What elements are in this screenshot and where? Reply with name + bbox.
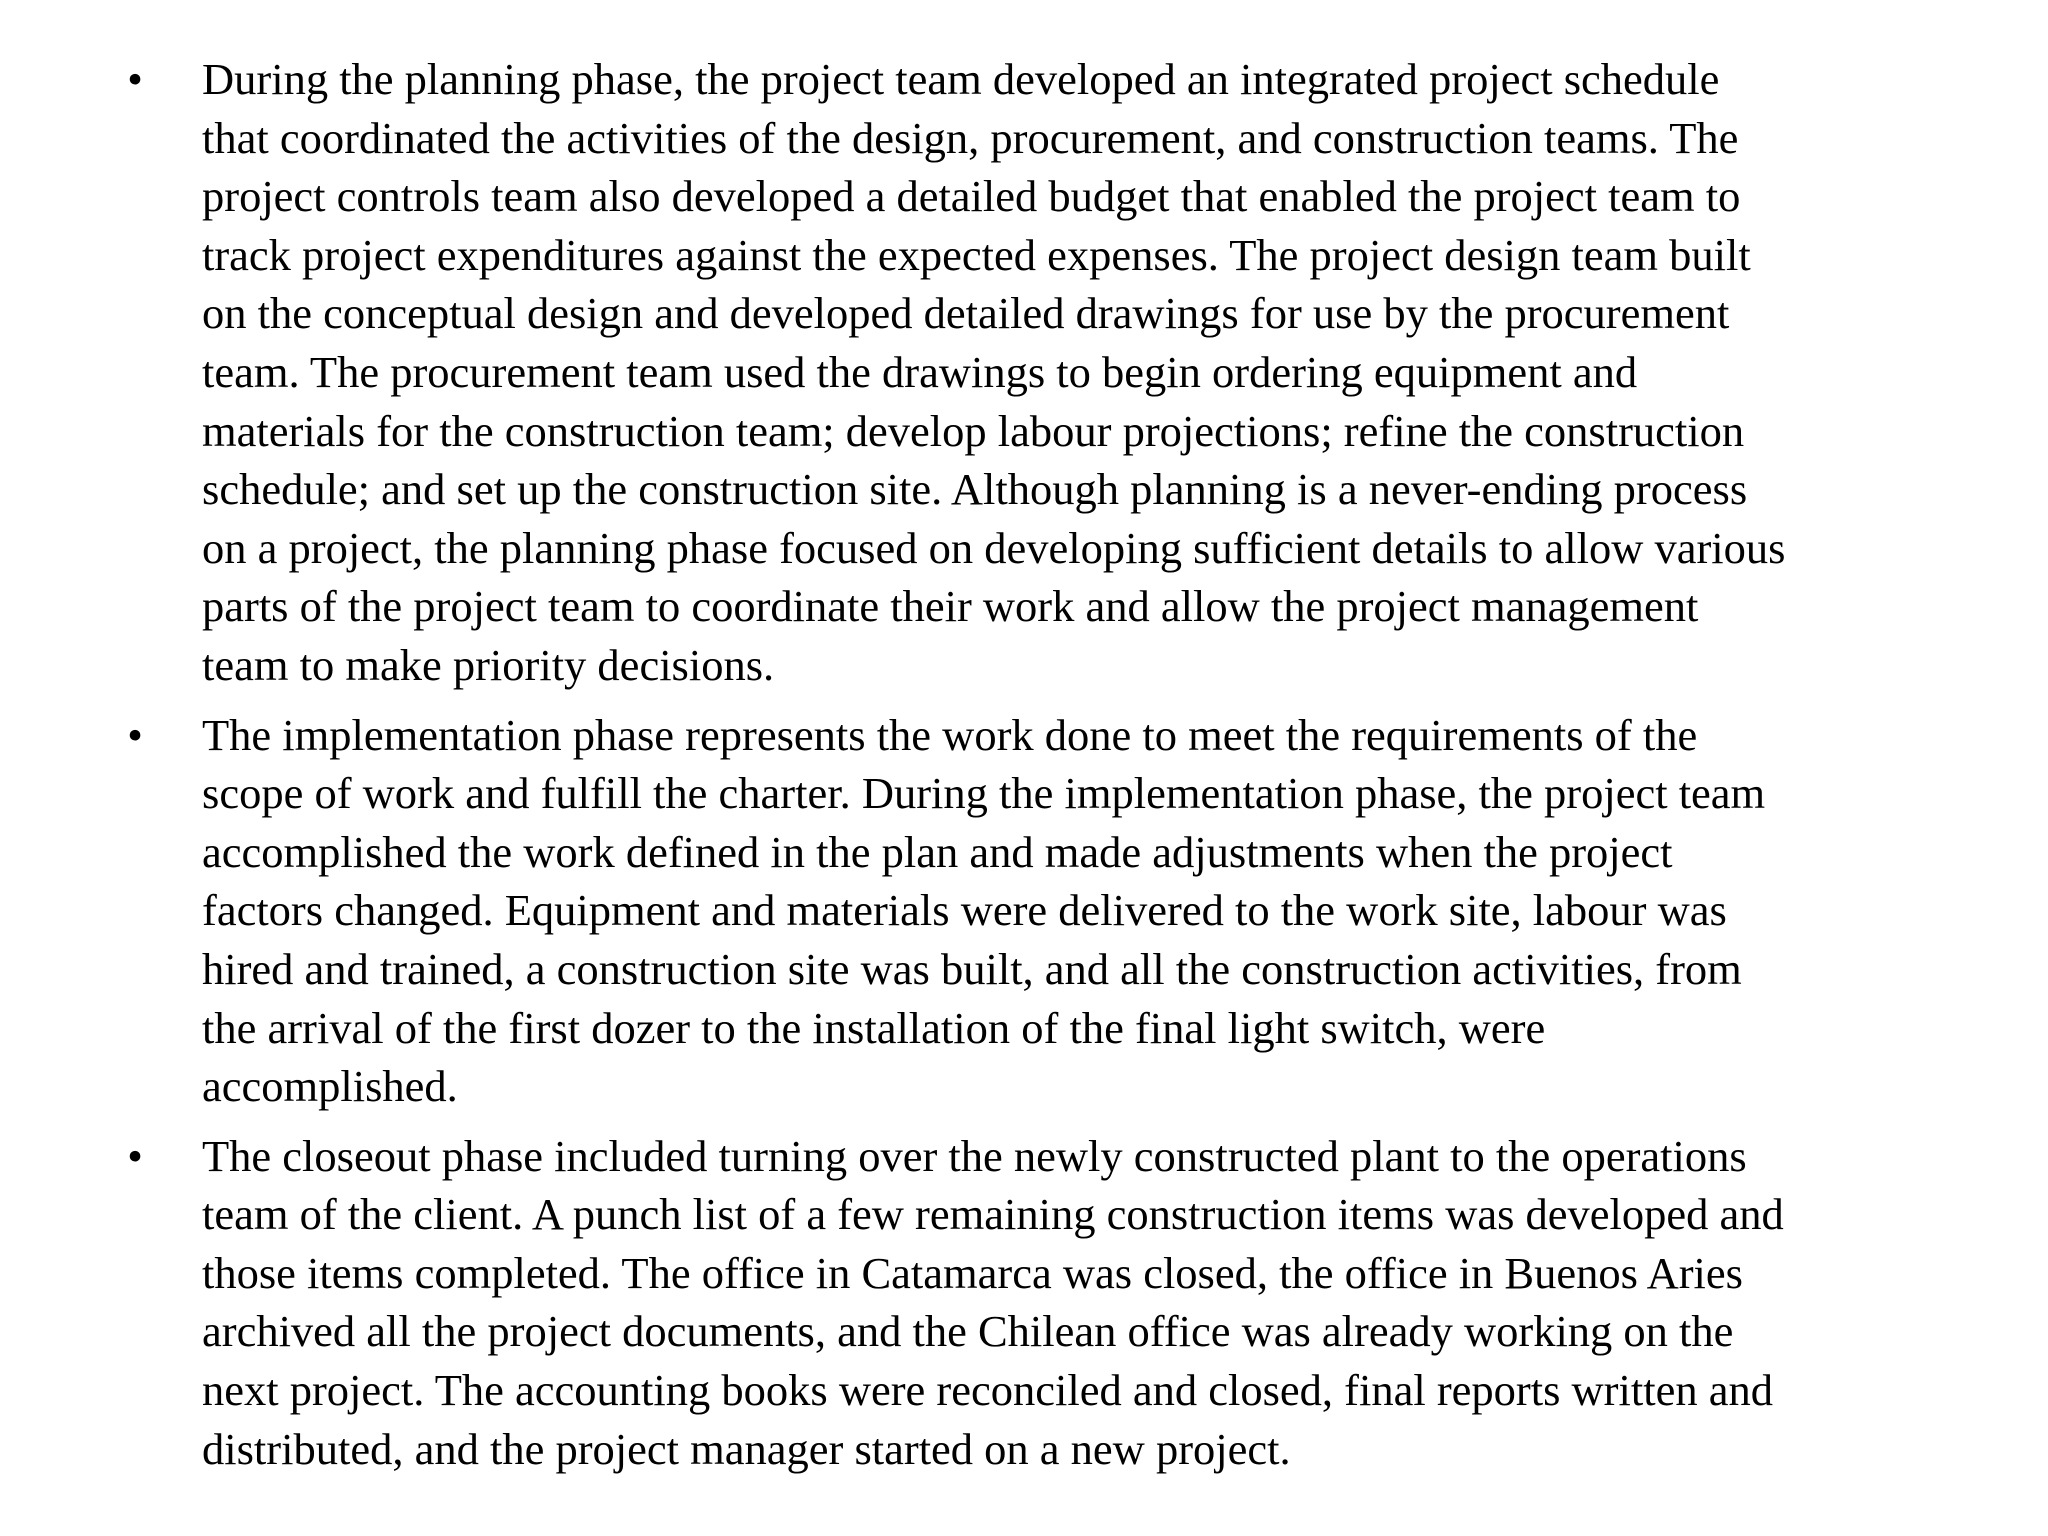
text-line: on the conceptual design and developed detailed drawings for use by the procurement	[202, 288, 1730, 339]
bullet-marker: •	[127, 1130, 143, 1181]
text-line: team of the client. A punch list of a few remaining construction items was developed and	[202, 1189, 1784, 1240]
text-line: next project. The accounting books were reconciled and closed, final reports written and	[202, 1365, 1773, 1416]
bullet-item-closeout	[0, 1127, 2000, 1479]
text-line: accomplished the work defined in the plan and made adjustments when the project	[202, 826, 1673, 877]
bullet-item-implementation	[0, 706, 2000, 1116]
text-line: hired and trained, a construction site was built, and all the construction activities, from	[202, 943, 1742, 994]
text-line: distributed, and the project manager started on a new project.	[202, 1423, 1291, 1474]
text-line: the arrival of the first dozer to the installation of the final light switch, were	[202, 1002, 1546, 1053]
text-line: project controls team also developed a detailed budget that enabled the project team to	[202, 171, 1741, 222]
bullet-list	[0, 50, 2048, 1478]
text-line: accomplished.	[202, 1061, 458, 1112]
text-line: on a project, the planning phase focused on developing sufficient details to allow various	[202, 522, 1786, 573]
text-line: those items completed. The office in Catamarca was closed, the office in Buenos Aries	[202, 1247, 1743, 1298]
text-line: During the planning phase, the project team developed an integrated project schedule	[202, 54, 1720, 104]
text-line: The closeout phase included turning over the newly constructed plant to the operations	[202, 1130, 1747, 1181]
text-line: team. The procurement team used the drawings to begin ordering equipment and	[202, 346, 1638, 397]
text-line: track project expenditures against the expected expenses. The project design team built	[202, 229, 1751, 280]
text-line: The implementation phase represents the work done to meet the requirements of the	[202, 709, 1698, 760]
text-line: materials for the construction team; develop labour projections; refine the construction	[202, 405, 1745, 456]
text-line: factors changed. Equipment and materials were delivered to the work site, labour was	[202, 885, 1727, 936]
text-line: parts of the project team to coordinate their work and allow the project management	[202, 581, 1699, 632]
text-line: team to make priority decisions.	[202, 639, 775, 690]
bullet-marker: •	[127, 709, 143, 760]
text-line: schedule; and set up the construction site. Although planning is a never-ending process	[202, 464, 1748, 515]
bullet-item-planning	[0, 50, 2000, 695]
text-line: archived all the project documents, and the Chilean office was already working on the	[202, 1306, 1734, 1357]
bullet-text-closeout	[202, 1127, 2000, 1479]
bullet-marker: •	[127, 54, 143, 104]
bullet-text-planning	[202, 50, 2000, 695]
text-line: that coordinated the activities of the design, procurement, and construction teams. The	[202, 112, 1739, 163]
bullet-text-implementation	[202, 706, 2000, 1116]
text-line: scope of work and fulfill the charter. During the implementation phase, the project team	[202, 768, 1766, 819]
